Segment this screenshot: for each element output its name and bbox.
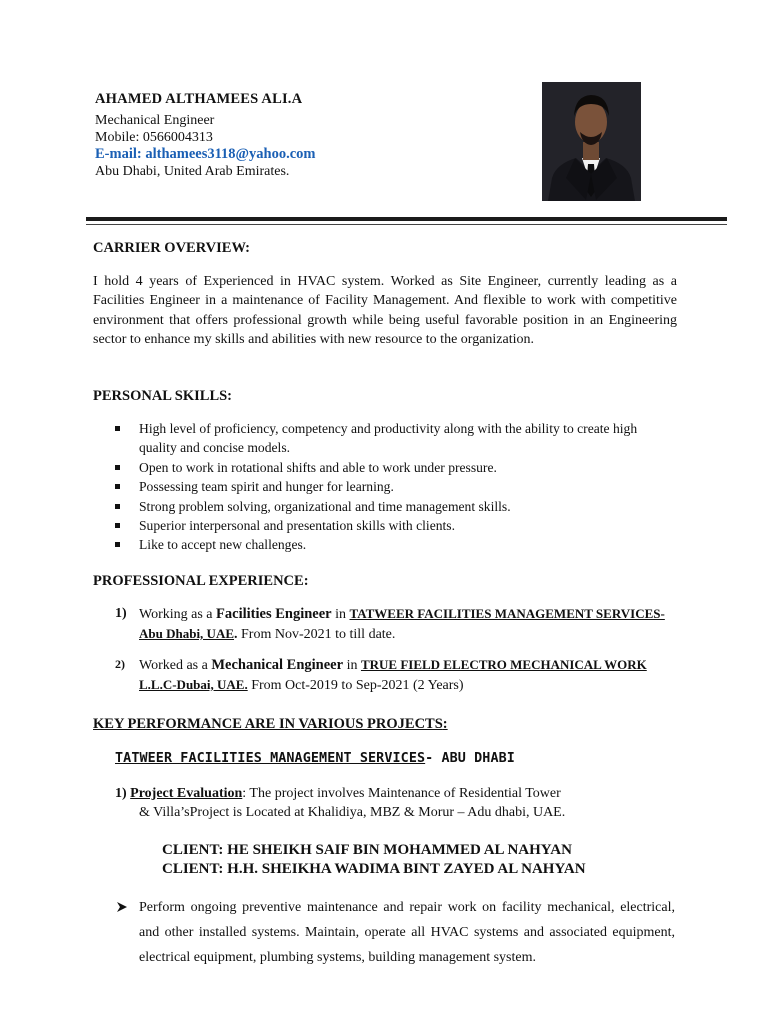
overview-text: I hold 4 years of Experienced in HVAC system. Worked as Site Engineer, currently leading as a Facilities Engineer in a maintenance of Facility Management. And flexible to work with competitive environment that offers professional growth while being useful favorable position in an Engineering sector to enhance my skills and abilities with new resource to the organization. (93, 274, 677, 348)
experience-number: 2) (115, 657, 125, 671)
bullet-square-icon (115, 484, 120, 489)
project-title: Project Evaluation (130, 786, 243, 801)
list-item: Open to work in rotational shifts and able to work under pressure. (93, 458, 653, 477)
list-item: Superior interpersonal and presentation skills with clients. (93, 516, 653, 535)
job-title: Mechanical Engineer (95, 113, 215, 128)
list-item: Perform ongoing preventive maintenance and repair work on facility mechanical, electrical, and other installed systems. Maintain, operate all HVAC systems and associated equipment, electrical equipment, plumbing systems, building management system. (115, 895, 675, 970)
header-divider-thin (86, 224, 727, 225)
candidate-name: AHAMED ALTHAMEES ALI.A (95, 91, 303, 107)
key-performance-heading: KEY PERFORMANCE ARE IN VARIOUS PROJECTS: (93, 716, 448, 732)
portrait-illustration (542, 82, 641, 201)
project-evaluation: 1) Project Evaluation: The project involves Maintenance of Residential Tower & Villa’sProject is Located at Khalidiya, MBZ & Morur – Adu dhabi, UAE. (115, 786, 566, 820)
overview-heading: CARRIER OVERVIEW: (93, 240, 250, 256)
bullet-square-icon (115, 523, 120, 528)
bullet-square-icon (115, 542, 120, 547)
experience-item: 1) Working as a Facilities Engineer in TATWEER FACILITIES MANAGEMENT SERVICES- Abu Dhabi, UAE. From Nov-2021 to till date. (115, 606, 665, 642)
experience-period: From Nov-2021 to till date. (237, 627, 396, 642)
experience-number: 1) (115, 606, 127, 621)
profile-photo (542, 82, 641, 201)
list-item: Possessing team spirit and hunger for learning. (93, 477, 653, 496)
email-address[interactable]: E-mail: althamees3118@yahoo.com (95, 146, 316, 162)
skills-heading: PERSONAL SKILLS: (93, 388, 233, 404)
list-item: Like to accept new challenges. (93, 535, 653, 554)
list-item: High level of proficiency, competency and productivity along with the ability to create high quality and concise models. (93, 419, 653, 458)
experience-role: Facilities Engineer (216, 606, 332, 622)
contact-header (95, 91, 515, 180)
experience-heading: PROFESSIONAL EXPERIENCE: (93, 573, 309, 589)
project-company-heading: TATWEER FACILITIES MANAGEMENT SERVICES- ABU DHABI (115, 751, 515, 766)
bullet-square-icon (115, 465, 120, 470)
experience-item: 2) Worked as a Mechanical Engineer in TRUE FIELD ELECTRO MECHANICAL WORK L.L.C-Dubai, UAE. From Oct-2019 to Sep-2021 (2 Years) (115, 657, 647, 693)
location: Abu Dhabi, United Arab Emirates. (95, 164, 290, 179)
experience-role: Mechanical Engineer (211, 657, 344, 673)
client-line: CLIENT: HE SHEIKH SAIF BIN MOHAMMED AL NAHYAN (162, 842, 572, 858)
experience-period: From Oct-2019 to Sep-2021 (2 Years) (247, 678, 464, 693)
arrow-bullet-icon (115, 895, 129, 923)
experience-company: TRUE FIELD ELECTRO MECHANICAL WORK L.L.C-Dubai, UAE. (139, 657, 647, 692)
list-item: Strong problem solving, organizational and time management skills. (93, 497, 653, 516)
header-divider-thick (86, 217, 727, 221)
experience-company: TATWEER FACILITIES MANAGEMENT SERVICES- Abu Dhabi, UAE (139, 606, 665, 641)
bullet-square-icon (115, 504, 120, 509)
arrow-bullet-shape (115, 900, 129, 914)
client-line: CLIENT: H.H. SHEIKHA WADIMA BINT ZAYED AL NAHYAN (162, 861, 586, 877)
mobile-number: Mobile: 0566004313 (95, 130, 213, 145)
skills-list (93, 419, 653, 555)
bullet-square-icon (115, 426, 120, 431)
